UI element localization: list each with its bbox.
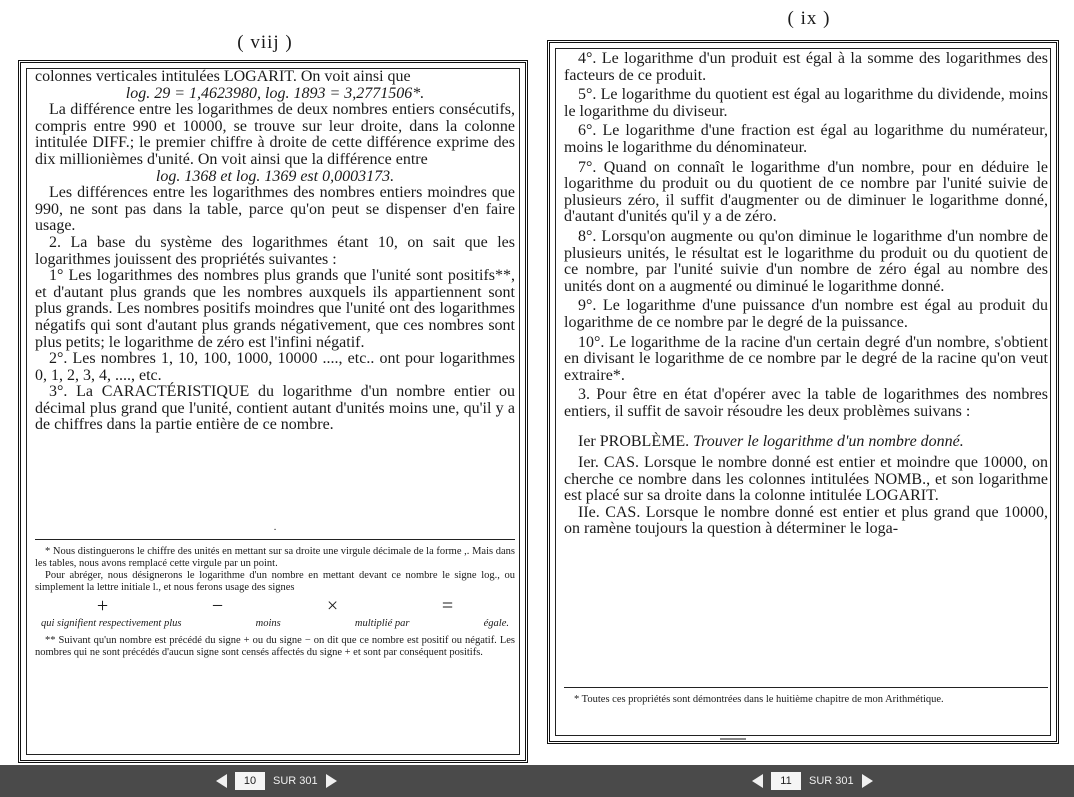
body-paragraph: La différence entre les logarithmes de deux nombres entiers consécutifs, compris entre 990 et 10000, se trouve sur leur droite, dans la colonne intitulée DIFF.; le premier chiffre à droite de cette différence exprime des dix millionièmes d'unité. On voit ainsi que la différence entre <box>35 101 515 168</box>
footnote-rule <box>35 539 515 540</box>
body-paragraph: 2°. Les nombres 1, 10, 100, 1000, 10000 ...., etc.. ont pour logarithmes 0, 1, 2, 3, 4, ...., etc. <box>35 350 515 384</box>
footnote-separator: · <box>273 525 277 536</box>
body-paragraph: colonnes verticales intitulées LOGARIT. On voit ainsi que <box>35 69 411 85</box>
body-paragraph: 10°. Le logarithme de la racine d'un certain degré d'un nombre, s'obtient en divisant le logarithme de ce nombre par le degré de la racine qu'on veut extraire*. <box>564 333 1048 384</box>
body-paragraph: 3. Pour être en état d'opérer avec la table de logarithmes des nombres entiers, il suffit de savoir résoudre les deux problèmes suivans : <box>564 386 1048 420</box>
right-page-frame <box>547 40 1059 744</box>
right-footnotes <box>564 683 1048 735</box>
left-page-navigation <box>216 772 337 790</box>
footnote-rule <box>564 687 1048 688</box>
body-paragraph: 9°. Le logarithme d'une puissance d'un nombre est égal au produit du logarithme de ce nombre par le degré de la puissance. <box>564 297 1048 331</box>
previous-page-arrow-icon[interactable] <box>752 774 763 788</box>
body-paragraph: 1° Les logarithmes des nombres plus grands que l'unité sont positifs**, et d'autant plus grands que les nombres auxquels ils appartiennent sont plus grands. Les nombres positifs moindres que l'unité ont des logarithmes négatifs qui sont d'autant plus grands négativement, que ces nombres sont plus petits; le logarithme de zéro est l'infini négatif. <box>35 267 515 351</box>
case-paragraph: IIe. CAS. Lorsque le nombre donné est entier et plus grand que 10000, on ramène toujours la question à déterminer le loga- <box>564 503 1048 538</box>
problem-title: Ier PROBLÈME. <box>578 433 690 451</box>
right-page-body <box>564 51 1048 686</box>
case-paragraph: Ier. CAS. Lorsque le nombre donné est entier et moindre que 10000, on cherche ce nombre dans les colonnes intitulées NOMB., et son logarithme est placé sur sa droite dans la colonne intitulée LOGARIT. <box>564 454 1048 505</box>
page-count-label: SUR 301 <box>809 775 854 787</box>
left-footnotes <box>35 523 515 753</box>
math-signs <box>45 596 505 616</box>
body-paragraph: 5°. Le logarithme du quotient est égal au logarithme du dividende, moins le logarithme du diviseur. <box>564 86 1048 120</box>
formula-line: log. 1368 et log. 1369 est 0,0003173. <box>155 167 395 185</box>
sign-label: multiplié par <box>354 618 410 629</box>
equals-sign: = <box>441 595 454 617</box>
math-sign-labels <box>41 618 509 629</box>
problem-heading <box>564 434 1048 451</box>
footnote: ** Suivant qu'un nombre est précédé du signe + ou du signe − on dit que ce nombre est positif ou négatif. Les nombres qui ne sont précédés d'aucun signe sont censés affectés du signe + et sont par conséquent positifs. <box>35 635 515 658</box>
body-paragraph: Les différences entre les logarithmes des nombres entiers moindres que 990, ne sont pas dans la table, parce qu'on peut se dispenser d'en faire usage. <box>35 184 515 235</box>
left-page-number: ( viij ) <box>237 32 293 53</box>
body-paragraph: 2. La base du système des logarithmes étant 10, on sait que les logarithmes jouissent des propriétés suivantes : <box>35 233 515 268</box>
page-edge-mark <box>720 738 746 740</box>
previous-page-arrow-icon[interactable] <box>216 774 227 788</box>
body-paragraph: 7°. Quand on connaît le logarithme d'un nombre, pour en déduire le logarithme du produit ou du quotient de ce nombre par l'unité suivie de plusieurs zéro, il suffit d'augmenter ou de diminuer le logarithme donné, d'autant d'unités qu'il y a de zéro. <box>564 158 1048 226</box>
page-number-input[interactable] <box>235 772 265 790</box>
sign-label: moins <box>255 618 281 629</box>
plus-sign: + <box>96 595 109 617</box>
left-page-body <box>35 69 515 509</box>
formula-line: log. 29 = 1,4623980, log. 1893 = 3,2771506*. <box>125 84 425 102</box>
footnote: * Nous distinguerons le chiffre des unités en mettant sur sa droite une virgule décimale de la forme ,. Mais dans les tables, nous avons remplacé cette virgule par un point. <box>35 546 515 569</box>
body-paragraph: 6°. Le logarithme d'une fraction est égal au logarithme du numérateur, moins le logarithme du dénominateur. <box>564 122 1048 156</box>
page-number-input[interactable] <box>771 772 801 790</box>
minus-sign: − <box>211 595 224 617</box>
sign-label: qui signifient respectivement plus <box>41 618 182 629</box>
sign-label: égale. <box>483 618 509 629</box>
footnote: * Toutes ces propriétés sont démontrées dans le huitième chapitre de mon Arithmétique. <box>574 694 944 705</box>
body-paragraph: 4°. Le logarithme d'un produit est égal à la somme des logarithmes des facteurs de ce produit. <box>564 51 1048 84</box>
problem-statement: Trouver le logarithme d'un nombre donné. <box>693 433 964 451</box>
body-paragraph: 3°. La CARACTÉRISTIQUE du logarithme d'un nombre entier ou décimal plus grand que l'unité, contient autant d'unités moins une, qu'il y a de chiffres dans la partie entière de ce nombre. <box>35 383 515 434</box>
footnote: Pour abréger, nous désignerons le logarithme d'un nombre en mettant devant ce nombre le signe log., ou simplement la lettre initiale l., et nous ferons usage des signes <box>35 570 515 593</box>
next-page-arrow-icon[interactable] <box>862 774 873 788</box>
page-count-label: SUR 301 <box>273 775 318 787</box>
right-page-navigation <box>752 772 873 790</box>
next-page-arrow-icon[interactable] <box>326 774 337 788</box>
left-page-frame <box>18 60 528 763</box>
right-page-number: ( ix ) <box>787 8 831 29</box>
body-paragraph: 8°. Lorsqu'on augmente ou qu'on diminue le logarithme d'un nombre de plusieurs unités, le résultat est le logarithme du produit ou du quotient de ce nombre, par l'unité suivie d'un nombre de zéro égal au nombre des unités dont on a augmenté ou diminué le logarithme donné. <box>564 227 1048 295</box>
times-sign: × <box>326 595 339 617</box>
